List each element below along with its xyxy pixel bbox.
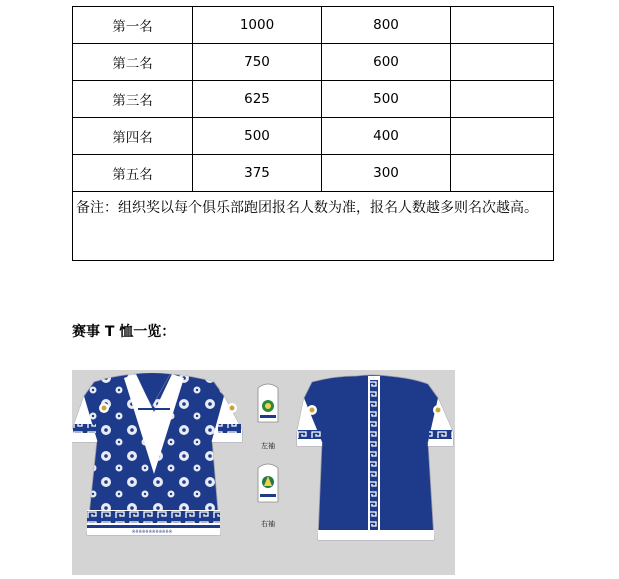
- table-row: [73, 7, 554, 44]
- rank-cell: 第二名: [73, 44, 193, 81]
- tshirt-heading: 赛事 T 恤一览：: [72, 324, 176, 340]
- tshirt-design-image: [72, 370, 455, 575]
- empty-cell: [451, 81, 554, 118]
- tshirt-illustration: [72, 370, 455, 575]
- value-cell: 1000: [193, 7, 322, 44]
- table-row: [73, 118, 554, 155]
- value-cell: 600: [322, 44, 451, 81]
- left-sleeve-label: 左袖: [261, 442, 275, 450]
- empty-cell: [451, 44, 554, 81]
- right-sleeve-label: 右袖: [261, 520, 275, 528]
- table-row: [73, 44, 554, 81]
- table-row: [73, 81, 554, 118]
- value-cell: 500: [322, 81, 451, 118]
- svg-text:※※※※※※※※※※※※: ※※※※※※※※※※※※: [131, 529, 173, 534]
- value-cell: 400: [322, 118, 451, 155]
- rank-cell: 第三名: [73, 81, 193, 118]
- value-cell: 300: [322, 155, 451, 192]
- right-sleeve: [258, 464, 278, 528]
- shirt-front: [72, 373, 242, 535]
- value-cell: 750: [193, 44, 322, 81]
- rank-cell: 第五名: [73, 155, 193, 192]
- value-cell: 375: [193, 155, 322, 192]
- rank-cell: 第一名: [73, 7, 193, 44]
- value-cell: 800: [322, 7, 451, 44]
- empty-cell: [451, 155, 554, 192]
- empty-cell: [451, 7, 554, 44]
- shirt-back: [297, 375, 453, 540]
- empty-cell: [451, 118, 554, 155]
- left-sleeve: [258, 384, 278, 450]
- table-row: [73, 155, 554, 192]
- value-cell: 500: [193, 118, 322, 155]
- note-row: [73, 192, 554, 261]
- value-cell: 625: [193, 81, 322, 118]
- table-note: 备注：组织奖以每个俱乐部跑团报名人数为准，报名人数越多则名次越高。: [73, 192, 554, 261]
- prize-table: [72, 6, 554, 261]
- rank-cell: 第四名: [73, 118, 193, 155]
